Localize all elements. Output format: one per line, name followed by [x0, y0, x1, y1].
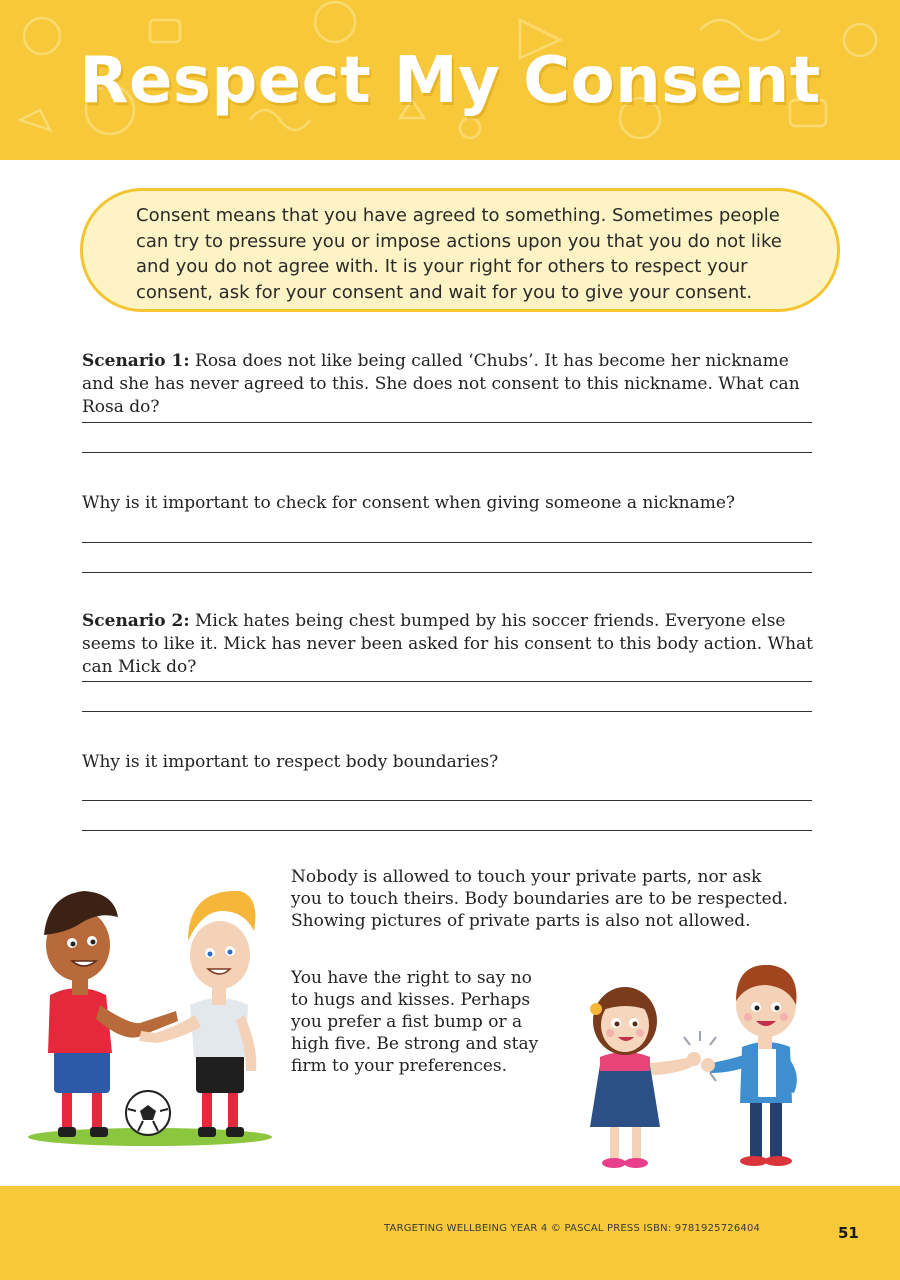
boy-figure: [701, 965, 797, 1166]
answer-line[interactable]: [82, 542, 812, 543]
answer-line[interactable]: [82, 572, 812, 573]
footer-credit: TARGETING WELLBEING YEAR 4 © PASCAL PRESS ISBN: 9781925726404: [384, 1223, 761, 1234]
scenario-2-label: Scenario 2:: [82, 611, 190, 631]
soccer-boys-handshake-illustration: [20, 865, 280, 1150]
scenario-1: [82, 350, 822, 419]
answer-line[interactable]: [82, 830, 812, 831]
kids-fist-bump-illustration: [570, 965, 830, 1175]
scenario-1-label: Scenario 1:: [82, 351, 190, 371]
page-title: Respect My Consent: [79, 44, 821, 118]
question-2: Why is it important to respect body boundaries?: [82, 752, 499, 772]
soccer-ball: [126, 1091, 170, 1135]
answer-line[interactable]: [82, 681, 812, 682]
info-text-right-to-say-no: You have the right to say no to hugs and kisses. Perhaps you prefer a fist bump or a high five. Be strong and stay firm to your preferences.: [291, 968, 539, 1076]
info-text-body-boundaries: Nobody is allowed to touch your private parts, nor ask you to touch theirs. Body boundaries are to be respected. Showing pictures of private parts is also not allowed.: [291, 867, 788, 931]
answer-line[interactable]: [82, 800, 812, 801]
answer-line[interactable]: [82, 422, 812, 423]
scenario-1-text: Rosa does not like being called ‘Chubs’. It has become her nickname and she has never agreed to this. She does not consent to this nickname. What can Rosa do?: [82, 351, 800, 417]
question-1: Why is it important to check for consent when giving someone a nickname?: [82, 493, 735, 513]
scenario-2-text: Mick hates being chest bumped by his soccer friends. Everyone else seems to like it. Mick has never been asked for his consent to this body action. What can Mick do?: [82, 611, 813, 677]
answer-line[interactable]: [82, 711, 812, 712]
girl-figure: [590, 987, 701, 1168]
page-number: 51: [838, 1224, 859, 1242]
answer-line[interactable]: [82, 452, 812, 453]
intro-text: Consent means that you have agreed to something. Sometimes people can try to pressure you or impose actions upon you that you do not like and you do not agree with. It is your right for others to respect your consent, ask for your consent and wait for you to give your consent.: [136, 205, 782, 303]
header-zigzag-edge: [0, 140, 900, 162]
scenario-2: [82, 610, 822, 679]
